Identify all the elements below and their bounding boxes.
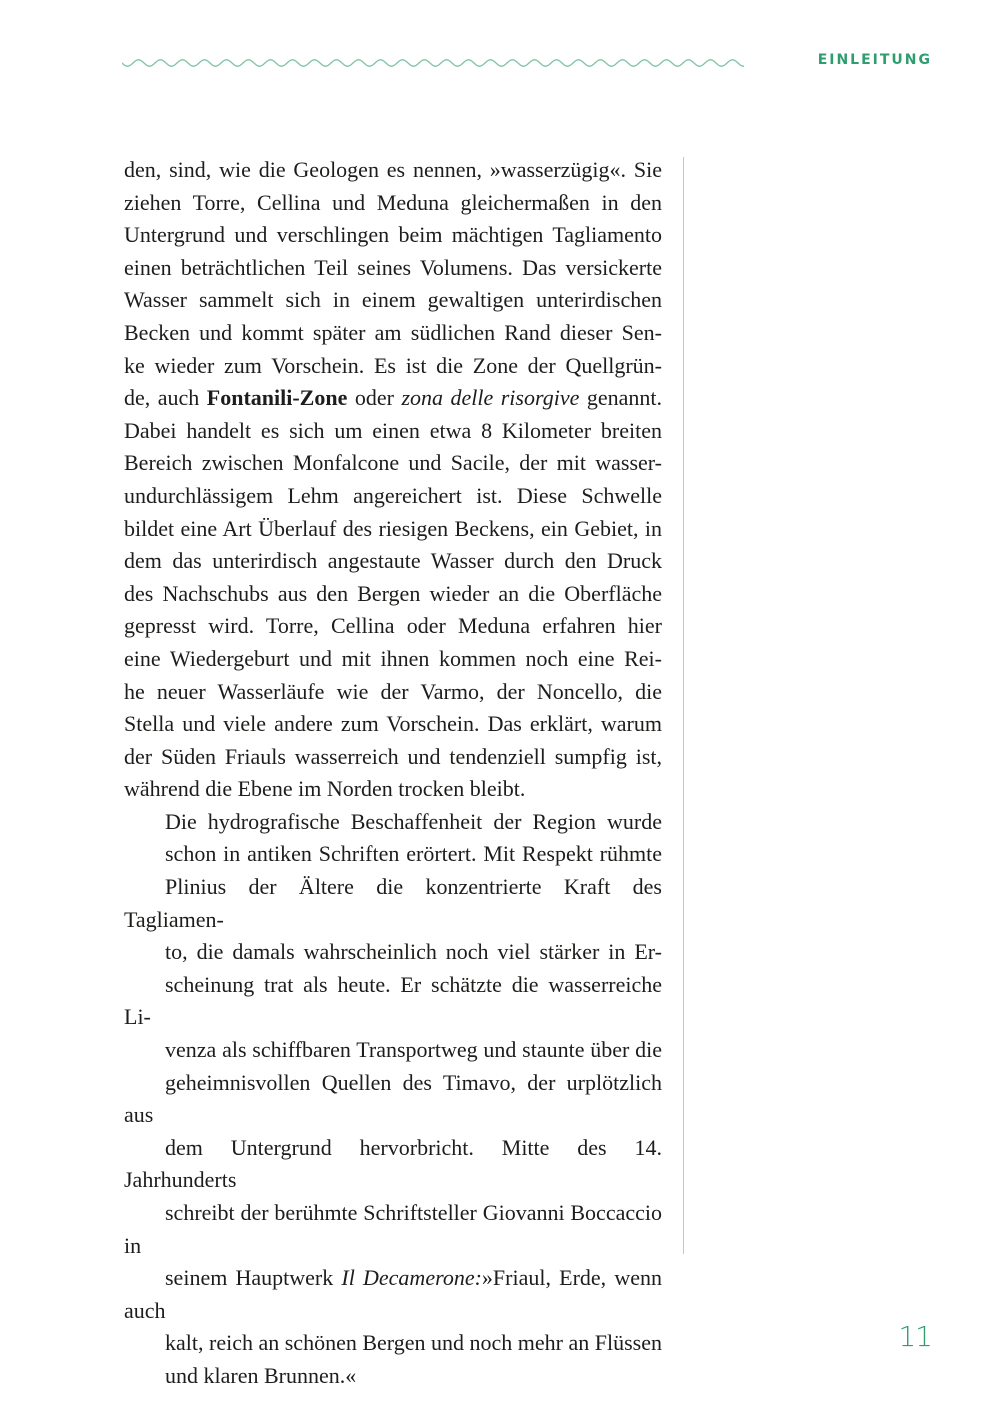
text-run: Stella und viele andere zum Vorschein. Das erklärt, warum	[124, 711, 662, 737]
text-run: einen beträchtlichen Teil seines Volumens. Das versickerte	[124, 254, 662, 280]
text-line	[124, 610, 662, 643]
text-run: de, auch	[124, 385, 207, 411]
italic-term: zona delle risorgive	[401, 385, 580, 411]
text-line	[124, 1327, 662, 1360]
text-run: Die hydrografische Beschaffenheit der Region wurde	[165, 808, 662, 834]
italic-term: Il Decamerone:	[341, 1265, 482, 1291]
text-line	[124, 1132, 662, 1197]
text-run: »Friaul, Erde, wenn auch	[124, 1265, 662, 1323]
paragraph	[124, 154, 662, 806]
text-line	[124, 676, 662, 709]
text-line	[124, 317, 662, 350]
text-run: Wasser sammelt sich in einem gewaltigen unterirdischen	[124, 287, 662, 313]
text-line	[124, 643, 662, 676]
text-line	[124, 871, 662, 936]
text-run: oder	[347, 385, 402, 411]
text-line	[124, 1360, 662, 1393]
text-line	[124, 838, 662, 871]
text-line	[124, 447, 662, 480]
text-run: dem das unterirdisch angestaute Wasser durch den Druck	[124, 548, 662, 574]
text-run: gepresst wird. Torre, Cellina oder Meduna erfahren hier	[124, 613, 662, 639]
column-rule	[683, 157, 684, 1254]
text-line	[124, 1197, 662, 1262]
text-line	[124, 513, 662, 546]
text-run: genannt.	[579, 385, 662, 411]
text-run: kalt, reich an schönen Bergen und noch mehr an Flüssen	[165, 1330, 662, 1356]
text-line	[124, 1067, 662, 1132]
text-line	[124, 578, 662, 611]
text-run: seinem Hauptwerk	[165, 1265, 342, 1291]
text-line	[124, 415, 662, 448]
text-run: schon in antiken Schriften erörtert. Mit Respekt rühmte	[165, 841, 662, 867]
text-run: schreibt der berühmte Schriftsteller Giovanni Boccaccio in	[124, 1200, 662, 1258]
text-run: des Nachschubs aus den Bergen wieder an die Oberfläche	[124, 580, 662, 606]
text-run: dem Untergrund hervorbricht. Mitte des 14. Jahrhunderts	[124, 1134, 662, 1193]
text-run: undurchlässigem Lehm angereichert ist. Diese Schwelle	[124, 482, 662, 508]
text-line	[124, 1262, 662, 1327]
text-run: und klaren Brunnen.«	[165, 1362, 357, 1388]
text-line	[124, 284, 662, 317]
text-line	[124, 350, 662, 383]
text-run: Bereich zwischen Monfalcone und Sacile, der mit wasser-	[124, 450, 662, 476]
text-run: Dabei handelt es sich um einen etwa 8 Kilometer breiten	[124, 417, 662, 443]
text-run: Plinius der Ältere die konzentrierte Kraft des Tagliamen-	[124, 874, 662, 932]
text-run: to, die damals wahrscheinlich noch viel stärker in Er-	[165, 939, 662, 965]
section-label: EINLEITUNG	[817, 52, 932, 68]
text-run: geheimnisvollen Quellen des Timavo, der urplötzlich aus	[124, 1069, 662, 1128]
text-line	[124, 773, 662, 806]
text-run: bildet eine Art Überlauf des riesigen Beckens, ein Gebiet, in	[124, 515, 662, 541]
decorative-wave-line	[122, 55, 744, 71]
text-line	[124, 252, 662, 285]
text-line	[124, 741, 662, 774]
text-line	[124, 219, 662, 252]
text-line	[124, 480, 662, 513]
page-number: 11	[898, 1320, 932, 1353]
text-run: ziehen Torre, Cellina und Meduna gleichermaßen in den	[124, 189, 662, 215]
paragraph	[124, 806, 662, 1393]
text-line	[124, 806, 662, 839]
text-run: venza als schiffbaren Transportweg und staunte über die	[165, 1037, 662, 1063]
wave-path	[122, 60, 744, 66]
text-line	[124, 154, 662, 187]
bold-term: Fontanili-Zone	[206, 385, 348, 411]
text-line	[124, 1034, 662, 1067]
text-run: he neuer Wasserläufe wie der Varmo, der Noncello, die	[124, 678, 662, 704]
text-run: eine Wiedergeburt und mit ihnen kommen noch eine Rei-	[124, 645, 662, 671]
text-line	[124, 187, 662, 220]
text-run: den, sind, wie die Geologen es nennen, »wasserzügig«. Sie	[124, 157, 662, 182]
body-text	[124, 154, 662, 1393]
text-run: während die Ebene im Norden trocken bleibt.	[124, 776, 526, 802]
text-run: der Süden Friauls wasserreich und tendenziell sumpfig ist,	[124, 743, 662, 769]
text-line	[124, 708, 662, 741]
text-line	[124, 936, 662, 969]
text-line	[124, 545, 662, 578]
text-run: scheinung trat als heute. Er schätzte die wasserreiche Li-	[124, 971, 662, 1030]
text-run: ke wieder zum Vorschein. Es ist die Zone der Quellgrün-	[124, 352, 662, 378]
text-line	[124, 969, 662, 1034]
text-run: Untergrund und verschlingen beim mächtigen Tagliamento	[124, 222, 662, 248]
text-run: Becken und kommt später am südlichen Rand dieser Sen-	[124, 319, 662, 345]
text-line	[124, 382, 662, 415]
